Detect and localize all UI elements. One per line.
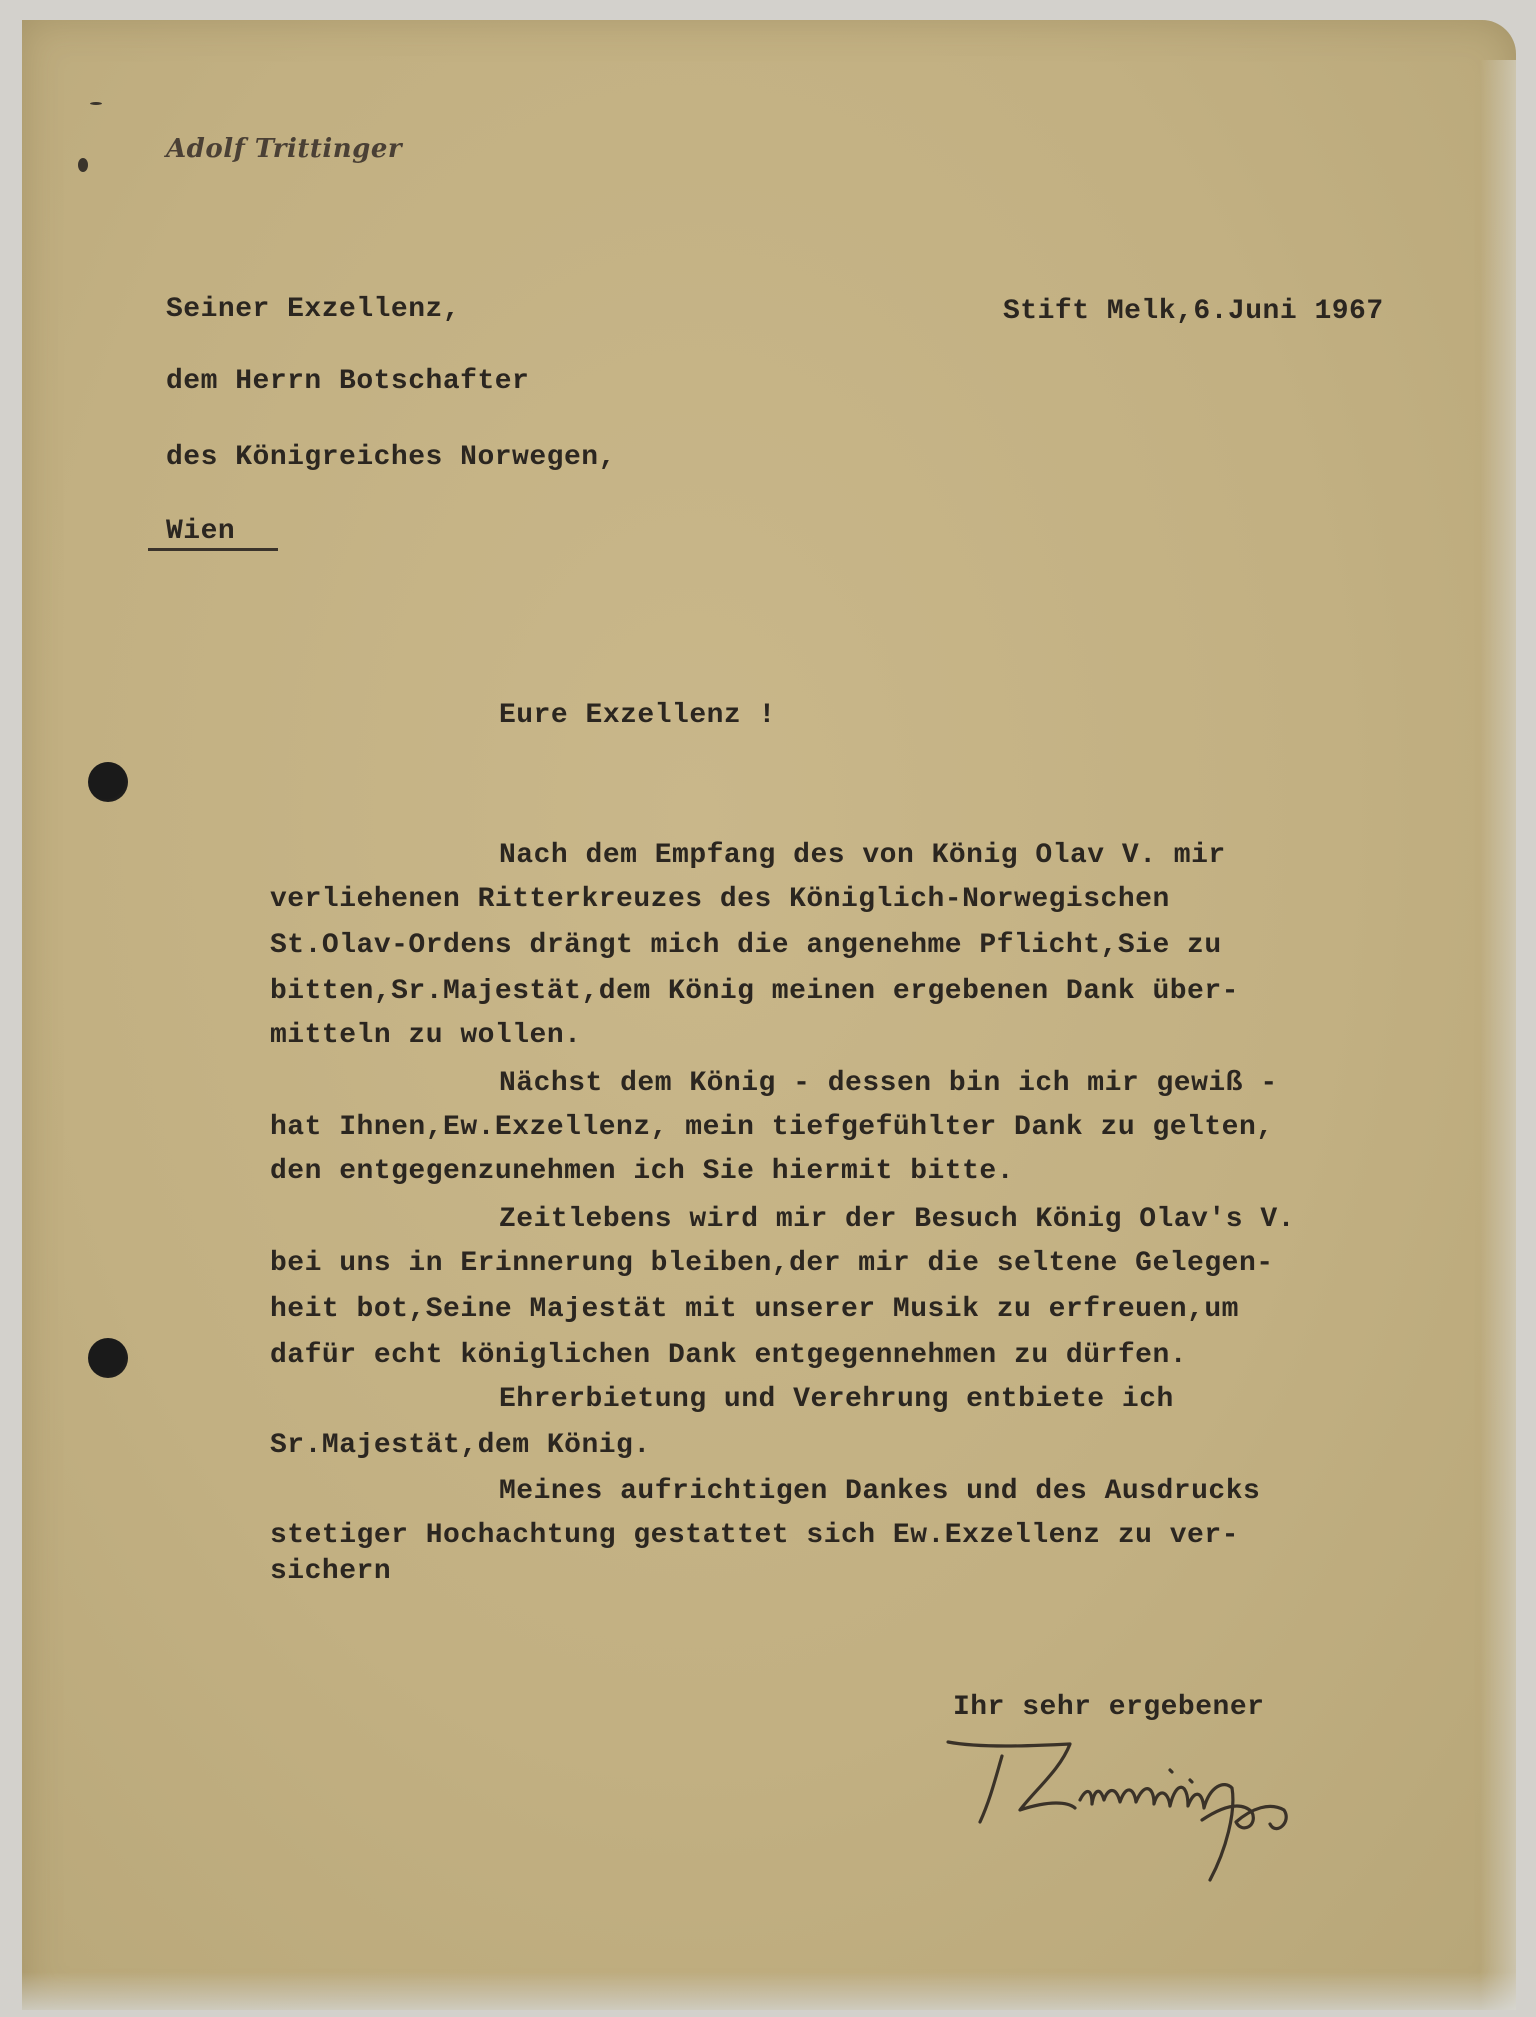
scan-edge-bottom xyxy=(22,1972,1516,2010)
body-line: St.Olav-Ordens drängt mich die angenehme Pflicht,Sie zu xyxy=(270,930,1222,961)
corner-mark xyxy=(78,158,88,172)
body-line: heit bot,Seine Majestät mit unserer Musik zu erfreuen,um xyxy=(270,1294,1239,1325)
recipient-line-2: dem Herrn Botschafter xyxy=(166,366,530,397)
punch-hole-top xyxy=(88,762,128,802)
closing: Ihr sehr ergebener xyxy=(953,1692,1265,1723)
body-line: bitten,Sr.Majestät,dem König meinen ergebenen Dank über- xyxy=(270,976,1239,1007)
letterhead: Adolf Trittinger xyxy=(166,134,403,164)
recipient-line-1: Seiner Exzellenz, xyxy=(166,294,461,325)
punch-hole-bottom xyxy=(88,1338,128,1378)
corner-dots xyxy=(90,102,102,105)
body-line: Meines aufrichtigen Dankes und des Ausdrucks xyxy=(499,1476,1261,1507)
body-line: bei uns in Erinnerung bleiben,der mir die seltene Gelegen- xyxy=(270,1248,1274,1279)
body-line: Zeitlebens wird mir der Besuch König Olav's V. xyxy=(499,1204,1295,1235)
recipient-line-3: des Königreiches Norwegen, xyxy=(166,442,616,473)
body-line: mitteln zu wollen. xyxy=(270,1020,582,1051)
city-underline xyxy=(148,548,278,551)
salutation: Eure Exzellenz ! xyxy=(499,700,776,731)
body-line: Ehrerbietung und Verehrung entbiete ich xyxy=(499,1384,1174,1415)
signature xyxy=(940,1730,1380,1890)
place-date: Stift Melk,6.Juni 1967 xyxy=(1003,296,1384,327)
body-line: sichern xyxy=(270,1556,392,1587)
body-line: Nächst dem König - dessen bin ich mir gewiß - xyxy=(499,1068,1278,1099)
body-line: den entgegenzunehmen ich Sie hiermit bitte. xyxy=(270,1156,1015,1187)
body-line: verliehenen Ritterkreuzes des Königlich-Norwegischen xyxy=(270,884,1170,915)
body-line: hat Ihnen,Ew.Exzellenz, mein tiefgefühlter Dank zu gelten, xyxy=(270,1112,1274,1143)
body-line: dafür echt königlichen Dank entgegennehmen zu dürfen. xyxy=(270,1340,1188,1371)
body-line: Sr.Majestät,dem König. xyxy=(270,1430,651,1461)
body-line: stetiger Hochachtung gestattet sich Ew.Exzellenz zu ver- xyxy=(270,1520,1239,1551)
body-line: Nach dem Empfang des von König Olav V. mir xyxy=(499,840,1226,871)
scan-edge-right xyxy=(1480,60,1516,2010)
recipient-city: Wien xyxy=(166,516,236,547)
